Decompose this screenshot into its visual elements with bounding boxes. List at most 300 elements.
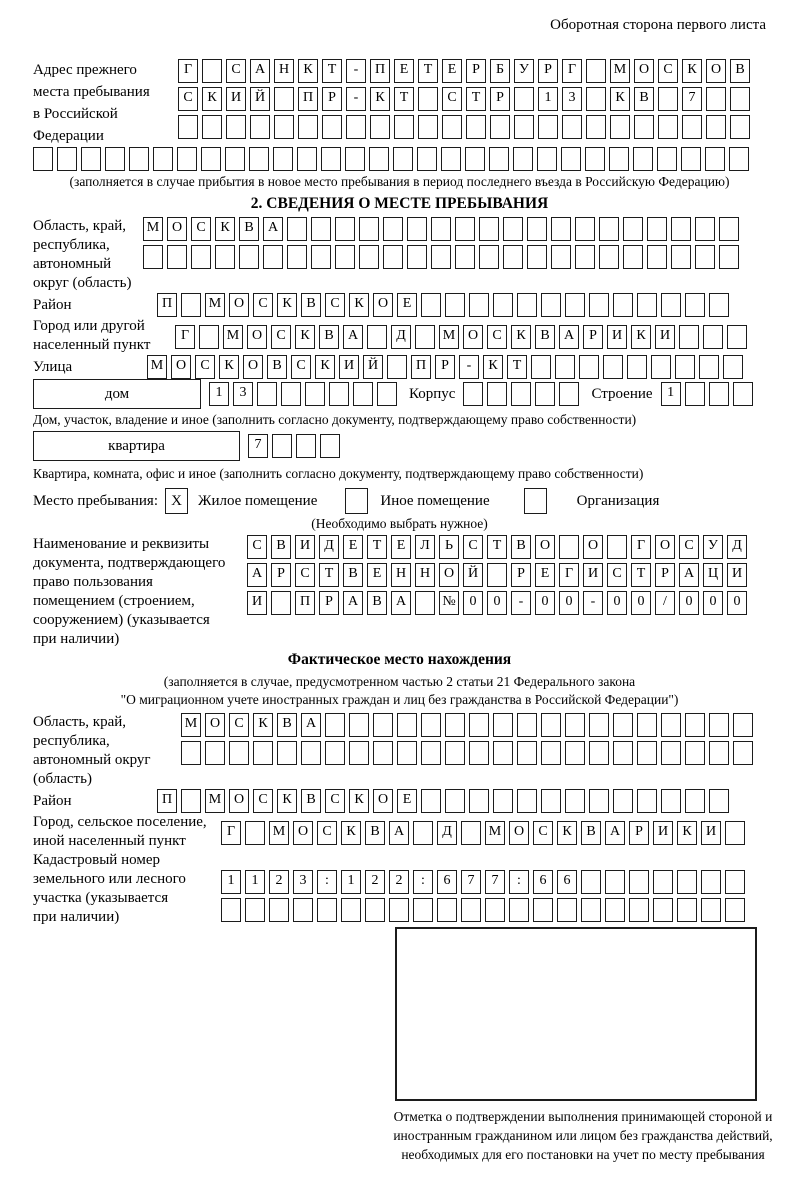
char-cell[interactable]: [557, 898, 577, 922]
char-cell[interactable]: К: [341, 821, 361, 845]
char-cell[interactable]: [661, 293, 681, 317]
char-cell[interactable]: [415, 325, 435, 349]
char-cell[interactable]: [537, 147, 557, 171]
char-cell[interactable]: [441, 147, 461, 171]
char-cell[interactable]: Ь: [439, 535, 459, 559]
char-cell[interactable]: [661, 789, 681, 813]
char-cell[interactable]: С: [533, 821, 553, 845]
char-cell[interactable]: С: [658, 59, 678, 83]
char-cell[interactable]: [719, 217, 739, 241]
char-cell[interactable]: М: [147, 355, 167, 379]
char-cell[interactable]: [651, 355, 671, 379]
char-cell[interactable]: В: [535, 325, 555, 349]
char-cell[interactable]: [709, 382, 729, 406]
char-cell[interactable]: К: [215, 217, 235, 241]
char-cell[interactable]: [513, 147, 533, 171]
char-cell[interactable]: [445, 741, 465, 765]
char-cell[interactable]: [359, 217, 379, 241]
char-cell[interactable]: 0: [703, 591, 723, 615]
char-cell[interactable]: [647, 245, 667, 269]
char-cell[interactable]: [320, 434, 340, 458]
char-cell[interactable]: [637, 741, 657, 765]
char-cell[interactable]: 0: [631, 591, 651, 615]
char-cell[interactable]: [143, 245, 163, 269]
char-cell[interactable]: Й: [250, 87, 270, 111]
char-cell[interactable]: [335, 245, 355, 269]
char-cell[interactable]: Б: [490, 59, 510, 83]
char-cell[interactable]: [181, 789, 201, 813]
char-cell[interactable]: С: [271, 325, 291, 349]
char-cell[interactable]: К: [219, 355, 239, 379]
char-cell[interactable]: [589, 741, 609, 765]
char-cell[interactable]: [703, 325, 723, 349]
char-cell[interactable]: Д: [319, 535, 339, 559]
char-cell[interactable]: [729, 147, 749, 171]
char-cell[interactable]: [579, 355, 599, 379]
char-cell[interactable]: Г: [178, 59, 198, 83]
char-cell[interactable]: [178, 115, 198, 139]
char-cell[interactable]: [202, 115, 222, 139]
char-cell[interactable]: [281, 382, 301, 406]
char-cell[interactable]: -: [346, 59, 366, 83]
char-cell[interactable]: [503, 245, 523, 269]
char-cell[interactable]: [81, 147, 101, 171]
char-cell[interactable]: [589, 789, 609, 813]
char-cell[interactable]: [493, 789, 513, 813]
char-cell[interactable]: [629, 870, 649, 894]
char-cell[interactable]: [559, 382, 579, 406]
char-cell[interactable]: [373, 741, 393, 765]
char-cell[interactable]: С: [178, 87, 198, 111]
char-cell[interactable]: /: [655, 591, 675, 615]
char-cell[interactable]: А: [343, 325, 363, 349]
char-cell[interactable]: 7: [248, 434, 268, 458]
char-cell[interactable]: И: [701, 821, 721, 845]
char-cell[interactable]: Р: [583, 325, 603, 349]
char-cell[interactable]: Т: [367, 535, 387, 559]
char-cell[interactable]: О: [463, 325, 483, 349]
char-cell[interactable]: [531, 355, 551, 379]
char-cell[interactable]: [658, 115, 678, 139]
char-cell[interactable]: И: [653, 821, 673, 845]
char-cell[interactable]: 3: [293, 870, 313, 894]
char-cell[interactable]: О: [634, 59, 654, 83]
char-cell[interactable]: [517, 713, 537, 737]
char-cell[interactable]: [298, 115, 318, 139]
char-cell[interactable]: [527, 245, 547, 269]
char-cell[interactable]: Й: [463, 563, 483, 587]
char-cell[interactable]: С: [442, 87, 462, 111]
char-cell[interactable]: 1: [221, 870, 241, 894]
char-cell[interactable]: [407, 245, 427, 269]
char-cell[interactable]: [699, 355, 719, 379]
char-cell[interactable]: [562, 115, 582, 139]
char-cell[interactable]: И: [655, 325, 675, 349]
char-cell[interactable]: О: [205, 713, 225, 737]
char-cell[interactable]: [541, 741, 561, 765]
char-cell[interactable]: [565, 293, 585, 317]
char-cell[interactable]: [373, 713, 393, 737]
char-cell[interactable]: К: [277, 293, 297, 317]
char-cell[interactable]: :: [509, 870, 529, 894]
char-cell[interactable]: [657, 147, 677, 171]
char-cell[interactable]: [634, 115, 654, 139]
char-cell[interactable]: О: [655, 535, 675, 559]
char-cell[interactable]: :: [413, 870, 433, 894]
char-cell[interactable]: [733, 741, 753, 765]
char-cell[interactable]: [421, 713, 441, 737]
char-cell[interactable]: [685, 382, 705, 406]
char-cell[interactable]: [575, 217, 595, 241]
char-cell[interactable]: [369, 147, 389, 171]
char-cell[interactable]: И: [727, 563, 747, 587]
char-cell[interactable]: [627, 355, 647, 379]
char-cell[interactable]: Е: [391, 535, 411, 559]
char-cell[interactable]: [681, 147, 701, 171]
char-cell[interactable]: А: [559, 325, 579, 349]
char-cell[interactable]: [153, 147, 173, 171]
char-cell[interactable]: [167, 245, 187, 269]
char-cell[interactable]: [274, 87, 294, 111]
char-cell[interactable]: А: [247, 563, 267, 587]
char-cell[interactable]: [493, 713, 513, 737]
char-cell[interactable]: [445, 713, 465, 737]
char-cell[interactable]: [415, 591, 435, 615]
char-cell[interactable]: [418, 87, 438, 111]
char-cell[interactable]: [387, 355, 407, 379]
char-cell[interactable]: [723, 355, 743, 379]
char-cell[interactable]: [514, 87, 534, 111]
char-cell[interactable]: Г: [559, 563, 579, 587]
char-cell[interactable]: [367, 325, 387, 349]
char-cell[interactable]: Е: [442, 59, 462, 83]
char-cell[interactable]: [245, 898, 265, 922]
char-cell[interactable]: [225, 147, 245, 171]
char-cell[interactable]: [719, 245, 739, 269]
char-cell[interactable]: [613, 293, 633, 317]
char-cell[interactable]: [517, 741, 537, 765]
char-cell[interactable]: Г: [562, 59, 582, 83]
char-cell[interactable]: В: [634, 87, 654, 111]
char-cell[interactable]: Е: [397, 293, 417, 317]
char-cell[interactable]: 6: [533, 870, 553, 894]
char-cell[interactable]: К: [483, 355, 503, 379]
char-cell[interactable]: [706, 115, 726, 139]
char-cell[interactable]: С: [191, 217, 211, 241]
char-cell[interactable]: 0: [727, 591, 747, 615]
char-cell[interactable]: [613, 741, 633, 765]
char-cell[interactable]: В: [239, 217, 259, 241]
char-cell[interactable]: [517, 293, 537, 317]
char-cell[interactable]: Р: [466, 59, 486, 83]
char-cell[interactable]: [610, 115, 630, 139]
char-cell[interactable]: И: [607, 325, 627, 349]
char-cell[interactable]: [221, 898, 241, 922]
char-cell[interactable]: -: [346, 87, 366, 111]
char-cell[interactable]: [653, 898, 673, 922]
char-cell[interactable]: [383, 217, 403, 241]
char-cell[interactable]: В: [301, 293, 321, 317]
char-cell[interactable]: [431, 217, 451, 241]
char-cell[interactable]: Р: [435, 355, 455, 379]
char-cell[interactable]: Р: [655, 563, 675, 587]
char-cell[interactable]: 0: [487, 591, 507, 615]
char-cell[interactable]: [541, 713, 561, 737]
char-cell[interactable]: [421, 741, 441, 765]
char-cell[interactable]: И: [295, 535, 315, 559]
char-cell[interactable]: М: [439, 325, 459, 349]
char-cell[interactable]: И: [583, 563, 603, 587]
char-cell[interactable]: [607, 535, 627, 559]
char-cell[interactable]: Н: [391, 563, 411, 587]
char-cell[interactable]: [609, 147, 629, 171]
char-cell[interactable]: [461, 821, 481, 845]
char-cell[interactable]: О: [583, 535, 603, 559]
char-cell[interactable]: [469, 789, 489, 813]
char-cell[interactable]: А: [605, 821, 625, 845]
char-cell[interactable]: [311, 245, 331, 269]
char-cell[interactable]: [272, 434, 292, 458]
char-cell[interactable]: [509, 898, 529, 922]
char-cell[interactable]: [490, 115, 510, 139]
char-cell[interactable]: [177, 147, 197, 171]
char-cell[interactable]: [445, 789, 465, 813]
char-cell[interactable]: [679, 325, 699, 349]
char-cell[interactable]: [205, 741, 225, 765]
char-cell[interactable]: [455, 245, 475, 269]
char-cell[interactable]: [417, 147, 437, 171]
char-cell[interactable]: С: [229, 713, 249, 737]
char-cell[interactable]: [586, 87, 606, 111]
char-cell[interactable]: [551, 245, 571, 269]
char-cell[interactable]: К: [631, 325, 651, 349]
char-cell[interactable]: Р: [271, 563, 291, 587]
char-cell[interactable]: [709, 741, 729, 765]
char-cell[interactable]: 1: [209, 382, 229, 406]
char-cell[interactable]: Т: [487, 535, 507, 559]
char-cell[interactable]: [349, 713, 369, 737]
char-cell[interactable]: [455, 217, 475, 241]
char-cell[interactable]: [269, 898, 289, 922]
char-cell[interactable]: [685, 293, 705, 317]
char-cell[interactable]: И: [339, 355, 359, 379]
char-cell[interactable]: 1: [661, 382, 681, 406]
char-cell[interactable]: В: [271, 535, 291, 559]
char-cell[interactable]: А: [250, 59, 270, 83]
char-cell[interactable]: [586, 59, 606, 83]
char-cell[interactable]: [701, 870, 721, 894]
char-cell[interactable]: [637, 713, 657, 737]
char-cell[interactable]: [706, 87, 726, 111]
char-cell[interactable]: [393, 147, 413, 171]
char-cell[interactable]: [263, 245, 283, 269]
char-cell[interactable]: [325, 713, 345, 737]
char-cell[interactable]: [685, 741, 705, 765]
char-cell[interactable]: [479, 217, 499, 241]
char-cell[interactable]: К: [315, 355, 335, 379]
char-cell[interactable]: [599, 245, 619, 269]
char-cell[interactable]: [709, 789, 729, 813]
char-cell[interactable]: 0: [535, 591, 555, 615]
char-cell[interactable]: Е: [397, 789, 417, 813]
char-cell[interactable]: [274, 115, 294, 139]
char-cell[interactable]: [730, 115, 750, 139]
char-cell[interactable]: Р: [629, 821, 649, 845]
char-cell[interactable]: [695, 245, 715, 269]
char-cell[interactable]: [677, 898, 697, 922]
char-cell[interactable]: О: [373, 293, 393, 317]
char-cell[interactable]: [695, 217, 715, 241]
char-cell[interactable]: С: [679, 535, 699, 559]
char-cell[interactable]: 0: [679, 591, 699, 615]
char-cell[interactable]: [463, 382, 483, 406]
char-cell[interactable]: К: [682, 59, 702, 83]
char-cell[interactable]: [325, 741, 345, 765]
char-cell[interactable]: [733, 713, 753, 737]
char-cell[interactable]: [329, 382, 349, 406]
char-cell[interactable]: [421, 789, 441, 813]
char-cell[interactable]: [551, 217, 571, 241]
char-cell[interactable]: [57, 147, 77, 171]
char-cell[interactable]: [581, 870, 601, 894]
char-cell[interactable]: И: [226, 87, 246, 111]
char-cell[interactable]: Р: [490, 87, 510, 111]
char-cell[interactable]: [105, 147, 125, 171]
char-cell[interactable]: К: [610, 87, 630, 111]
char-cell[interactable]: Н: [274, 59, 294, 83]
char-cell[interactable]: [129, 147, 149, 171]
char-cell[interactable]: [442, 115, 462, 139]
char-cell[interactable]: Т: [394, 87, 414, 111]
char-cell[interactable]: 0: [463, 591, 483, 615]
char-cell[interactable]: [181, 741, 201, 765]
char-cell[interactable]: [637, 789, 657, 813]
char-cell[interactable]: [461, 898, 481, 922]
char-cell[interactable]: Г: [175, 325, 195, 349]
char-cell[interactable]: [317, 898, 337, 922]
char-cell[interactable]: [613, 789, 633, 813]
char-cell[interactable]: [335, 217, 355, 241]
char-cell[interactable]: [599, 217, 619, 241]
char-cell[interactable]: [445, 293, 465, 317]
char-cell[interactable]: [305, 382, 325, 406]
char-cell[interactable]: [730, 87, 750, 111]
char-cell[interactable]: Е: [394, 59, 414, 83]
char-cell[interactable]: [229, 741, 249, 765]
char-cell[interactable]: [201, 147, 221, 171]
char-cell[interactable]: К: [557, 821, 577, 845]
char-cell[interactable]: [397, 741, 417, 765]
char-cell[interactable]: Т: [319, 563, 339, 587]
char-cell[interactable]: [561, 147, 581, 171]
char-cell[interactable]: [431, 245, 451, 269]
char-cell[interactable]: [413, 821, 433, 845]
char-cell[interactable]: [253, 741, 273, 765]
char-cell[interactable]: [503, 217, 523, 241]
char-cell[interactable]: О: [706, 59, 726, 83]
char-cell[interactable]: [469, 713, 489, 737]
char-cell[interactable]: [671, 217, 691, 241]
char-cell[interactable]: 2: [365, 870, 385, 894]
char-cell[interactable]: [345, 147, 365, 171]
char-cell[interactable]: Т: [507, 355, 527, 379]
char-cell[interactable]: Д: [437, 821, 457, 845]
char-cell[interactable]: [559, 535, 579, 559]
char-cell[interactable]: [311, 217, 331, 241]
char-cell[interactable]: В: [319, 325, 339, 349]
char-cell[interactable]: [701, 898, 721, 922]
char-cell[interactable]: В: [511, 535, 531, 559]
char-cell[interactable]: [394, 115, 414, 139]
char-cell[interactable]: [479, 245, 499, 269]
char-cell[interactable]: О: [229, 789, 249, 813]
char-cell[interactable]: М: [223, 325, 243, 349]
char-cell[interactable]: [605, 870, 625, 894]
char-cell[interactable]: И: [247, 591, 267, 615]
char-cell[interactable]: [493, 741, 513, 765]
char-cell[interactable]: П: [370, 59, 390, 83]
char-cell[interactable]: [661, 713, 681, 737]
char-cell[interactable]: [465, 147, 485, 171]
char-cell[interactable]: О: [439, 563, 459, 587]
char-cell[interactable]: [555, 355, 575, 379]
char-cell[interactable]: [239, 245, 259, 269]
char-cell[interactable]: С: [325, 789, 345, 813]
char-cell[interactable]: [613, 713, 633, 737]
char-cell[interactable]: Д: [727, 535, 747, 559]
char-cell[interactable]: [377, 382, 397, 406]
char-cell[interactable]: 7: [461, 870, 481, 894]
char-cell[interactable]: С: [487, 325, 507, 349]
char-cell[interactable]: 3: [233, 382, 253, 406]
char-cell[interactable]: [296, 434, 316, 458]
char-cell[interactable]: 3: [562, 87, 582, 111]
char-cell[interactable]: В: [301, 789, 321, 813]
char-cell[interactable]: [727, 325, 747, 349]
char-cell[interactable]: [605, 898, 625, 922]
char-cell[interactable]: У: [514, 59, 534, 83]
char-cell[interactable]: П: [157, 293, 177, 317]
char-cell[interactable]: [541, 789, 561, 813]
char-cell[interactable]: С: [291, 355, 311, 379]
char-cell[interactable]: [575, 245, 595, 269]
char-cell[interactable]: К: [511, 325, 531, 349]
char-cell[interactable]: [565, 789, 585, 813]
char-cell[interactable]: [603, 355, 623, 379]
char-cell[interactable]: Т: [322, 59, 342, 83]
char-cell[interactable]: 0: [559, 591, 579, 615]
char-cell[interactable]: [589, 293, 609, 317]
char-cell[interactable]: [725, 898, 745, 922]
char-cell[interactable]: Ц: [703, 563, 723, 587]
char-cell[interactable]: [653, 870, 673, 894]
char-cell[interactable]: Й: [363, 355, 383, 379]
char-cell[interactable]: [341, 898, 361, 922]
char-cell[interactable]: Т: [418, 59, 438, 83]
char-cell[interactable]: [517, 789, 537, 813]
char-cell[interactable]: 6: [437, 870, 457, 894]
char-cell[interactable]: Р: [538, 59, 558, 83]
char-cell[interactable]: 6: [557, 870, 577, 894]
char-cell[interactable]: [249, 147, 269, 171]
char-cell[interactable]: [215, 245, 235, 269]
char-cell[interactable]: У: [703, 535, 723, 559]
char-cell[interactable]: Е: [535, 563, 555, 587]
char-cell[interactable]: А: [679, 563, 699, 587]
char-cell[interactable]: 7: [485, 870, 505, 894]
char-cell[interactable]: А: [343, 591, 363, 615]
char-cell[interactable]: [383, 245, 403, 269]
